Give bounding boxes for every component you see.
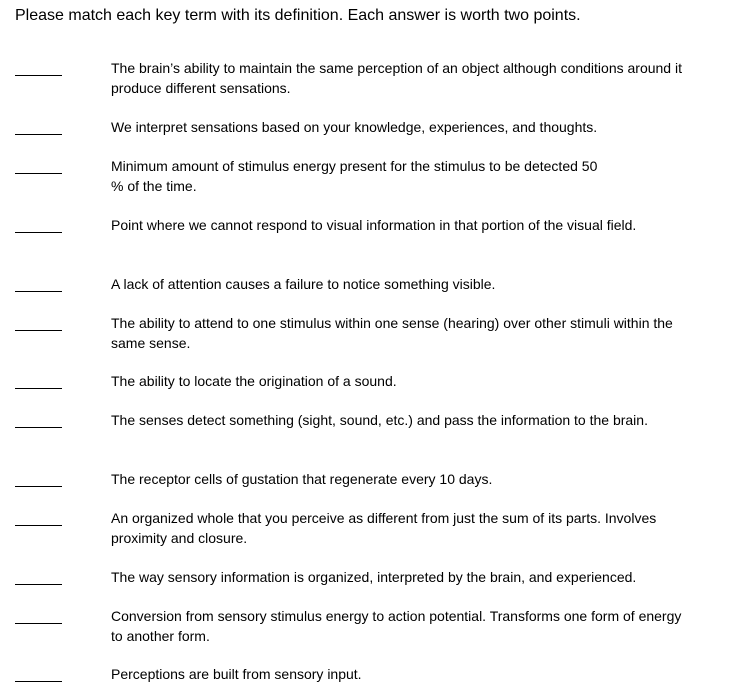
answer-blank[interactable] [15, 623, 62, 624]
answer-blank[interactable] [15, 681, 62, 682]
definition-text: The senses detect something (sight, sound, etc.) and pass the information to the brain. [111, 412, 648, 428]
definition-text: The brain’s ability to maintain the same perception of an object although conditions around it produce different sensations. [111, 60, 682, 96]
answer-blank[interactable] [15, 291, 62, 292]
answer-blank[interactable] [15, 427, 62, 428]
answer-blank[interactable] [15, 75, 62, 76]
answer-blank[interactable] [15, 330, 62, 331]
answer-blank[interactable] [15, 525, 62, 526]
definition-text: An organized whole that you perceive as different from just the sum of its parts. Involves proximity and closure. [111, 510, 657, 546]
answer-blank[interactable] [15, 486, 62, 487]
answer-blank[interactable] [15, 388, 62, 389]
definition-text: Conversion from sensory stimulus energy to action potential. Transforms one form of energy to another form. [111, 608, 682, 644]
definition-text: A lack of attention causes a failure to notice something visible. [111, 276, 496, 292]
answer-blank[interactable] [15, 584, 62, 585]
definition-text: The ability to attend to one stimulus within one sense (hearing) over other stimuli within the same sense. [111, 315, 673, 351]
definition-text: Point where we cannot respond to visual information in that portion of the visual field. [111, 217, 637, 233]
definition-text: The way sensory information is organized, interpreted by the brain, and experienced. [111, 569, 637, 585]
instructions-heading: Please match each key term with its definition. Each answer is worth two points. [15, 7, 581, 24]
answer-blank[interactable] [15, 232, 62, 233]
answer-blank[interactable] [15, 134, 62, 135]
definition-text: We interpret sensations based on your knowledge, experiences, and thoughts. [111, 119, 598, 135]
answer-blank[interactable] [15, 173, 62, 174]
definition-text: The ability to locate the origination of a sound. [111, 373, 397, 389]
definition-text: Minimum amount of stimulus energy present for the stimulus to be detected 50 % of the time. [111, 158, 598, 194]
definition-text: Perceptions are built from sensory input. [111, 666, 362, 682]
definition-text: The receptor cells of gustation that regenerate every 10 days. [111, 471, 493, 487]
